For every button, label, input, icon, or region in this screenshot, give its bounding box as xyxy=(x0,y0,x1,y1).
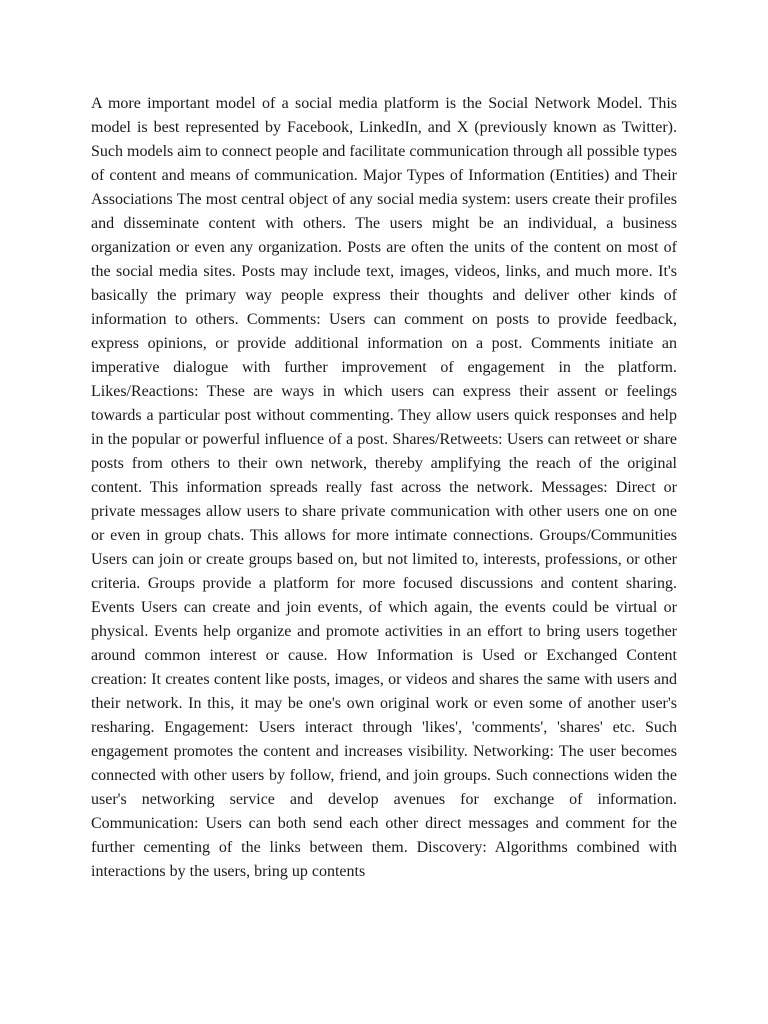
body-paragraph: A more important model of a social media platform is the Social Network Model. This model is best represented by Facebook, LinkedIn, and X (previously known as Twitter). Such models aim to connect people and facilitate communication through all possible types of content and means of communication. Major Types of Information (Entities) and Their Associations The most central object of any social media system: users create their profiles and disseminate content with others. The users might be an individual, a business organization or even any organization. Posts are often the units of the content on most of the social media sites. Posts may include text, images, videos, links, and much more. It's basically the primary way people express their thoughts and deliver other kinds of information to others. Comments: Users can comment on posts to provide feedback, express opinions, or provide additional information on a post. Comments initiate an imperative dialogue with further improvement of engagement in the platform. Likes/Reactions: These are ways in which users can express their assent or feelings towards a particular post without commenting. They allow users quick responses and help in the popular or powerful influence of a post. Shares/Retweets: Users can retweet or share posts from others to their own network, thereby amplifying the reach of the original content. This information spreads really fast across the network. Messages: Direct or private messages allow users to share private communication with other users one on one or even in group chats. This allows for more intimate connections. Groups/Communities Users can join or create groups based on, but not limited to, interests, professions, or other criteria. Groups provide a platform for more focused discussions and content sharing. Events Users can create and join events, of which again, the events could be virtual or physical. Events help organize and promote activities in an effort to bring users together around common interest or cause. How Information is Used or Exchanged Content creation: It creates content like posts, images, or videos and shares the same with users and their network. In this, it may be one's own original work or even some of another user's resharing. Engagement: Users interact through 'likes', 'comments', 'shares' etc. Such engagement promotes the content and increases visibility. Networking: The user becomes connected with other users by follow, friend, and join groups. Such connections widen the user's networking service and develop avenues for exchange of information. Communication: Users can both send each other direct messages and comment for the further cementing of the links between them. Discovery: Algorithms combined with interactions by the users, bring up contents xyxy=(91,95,677,880)
